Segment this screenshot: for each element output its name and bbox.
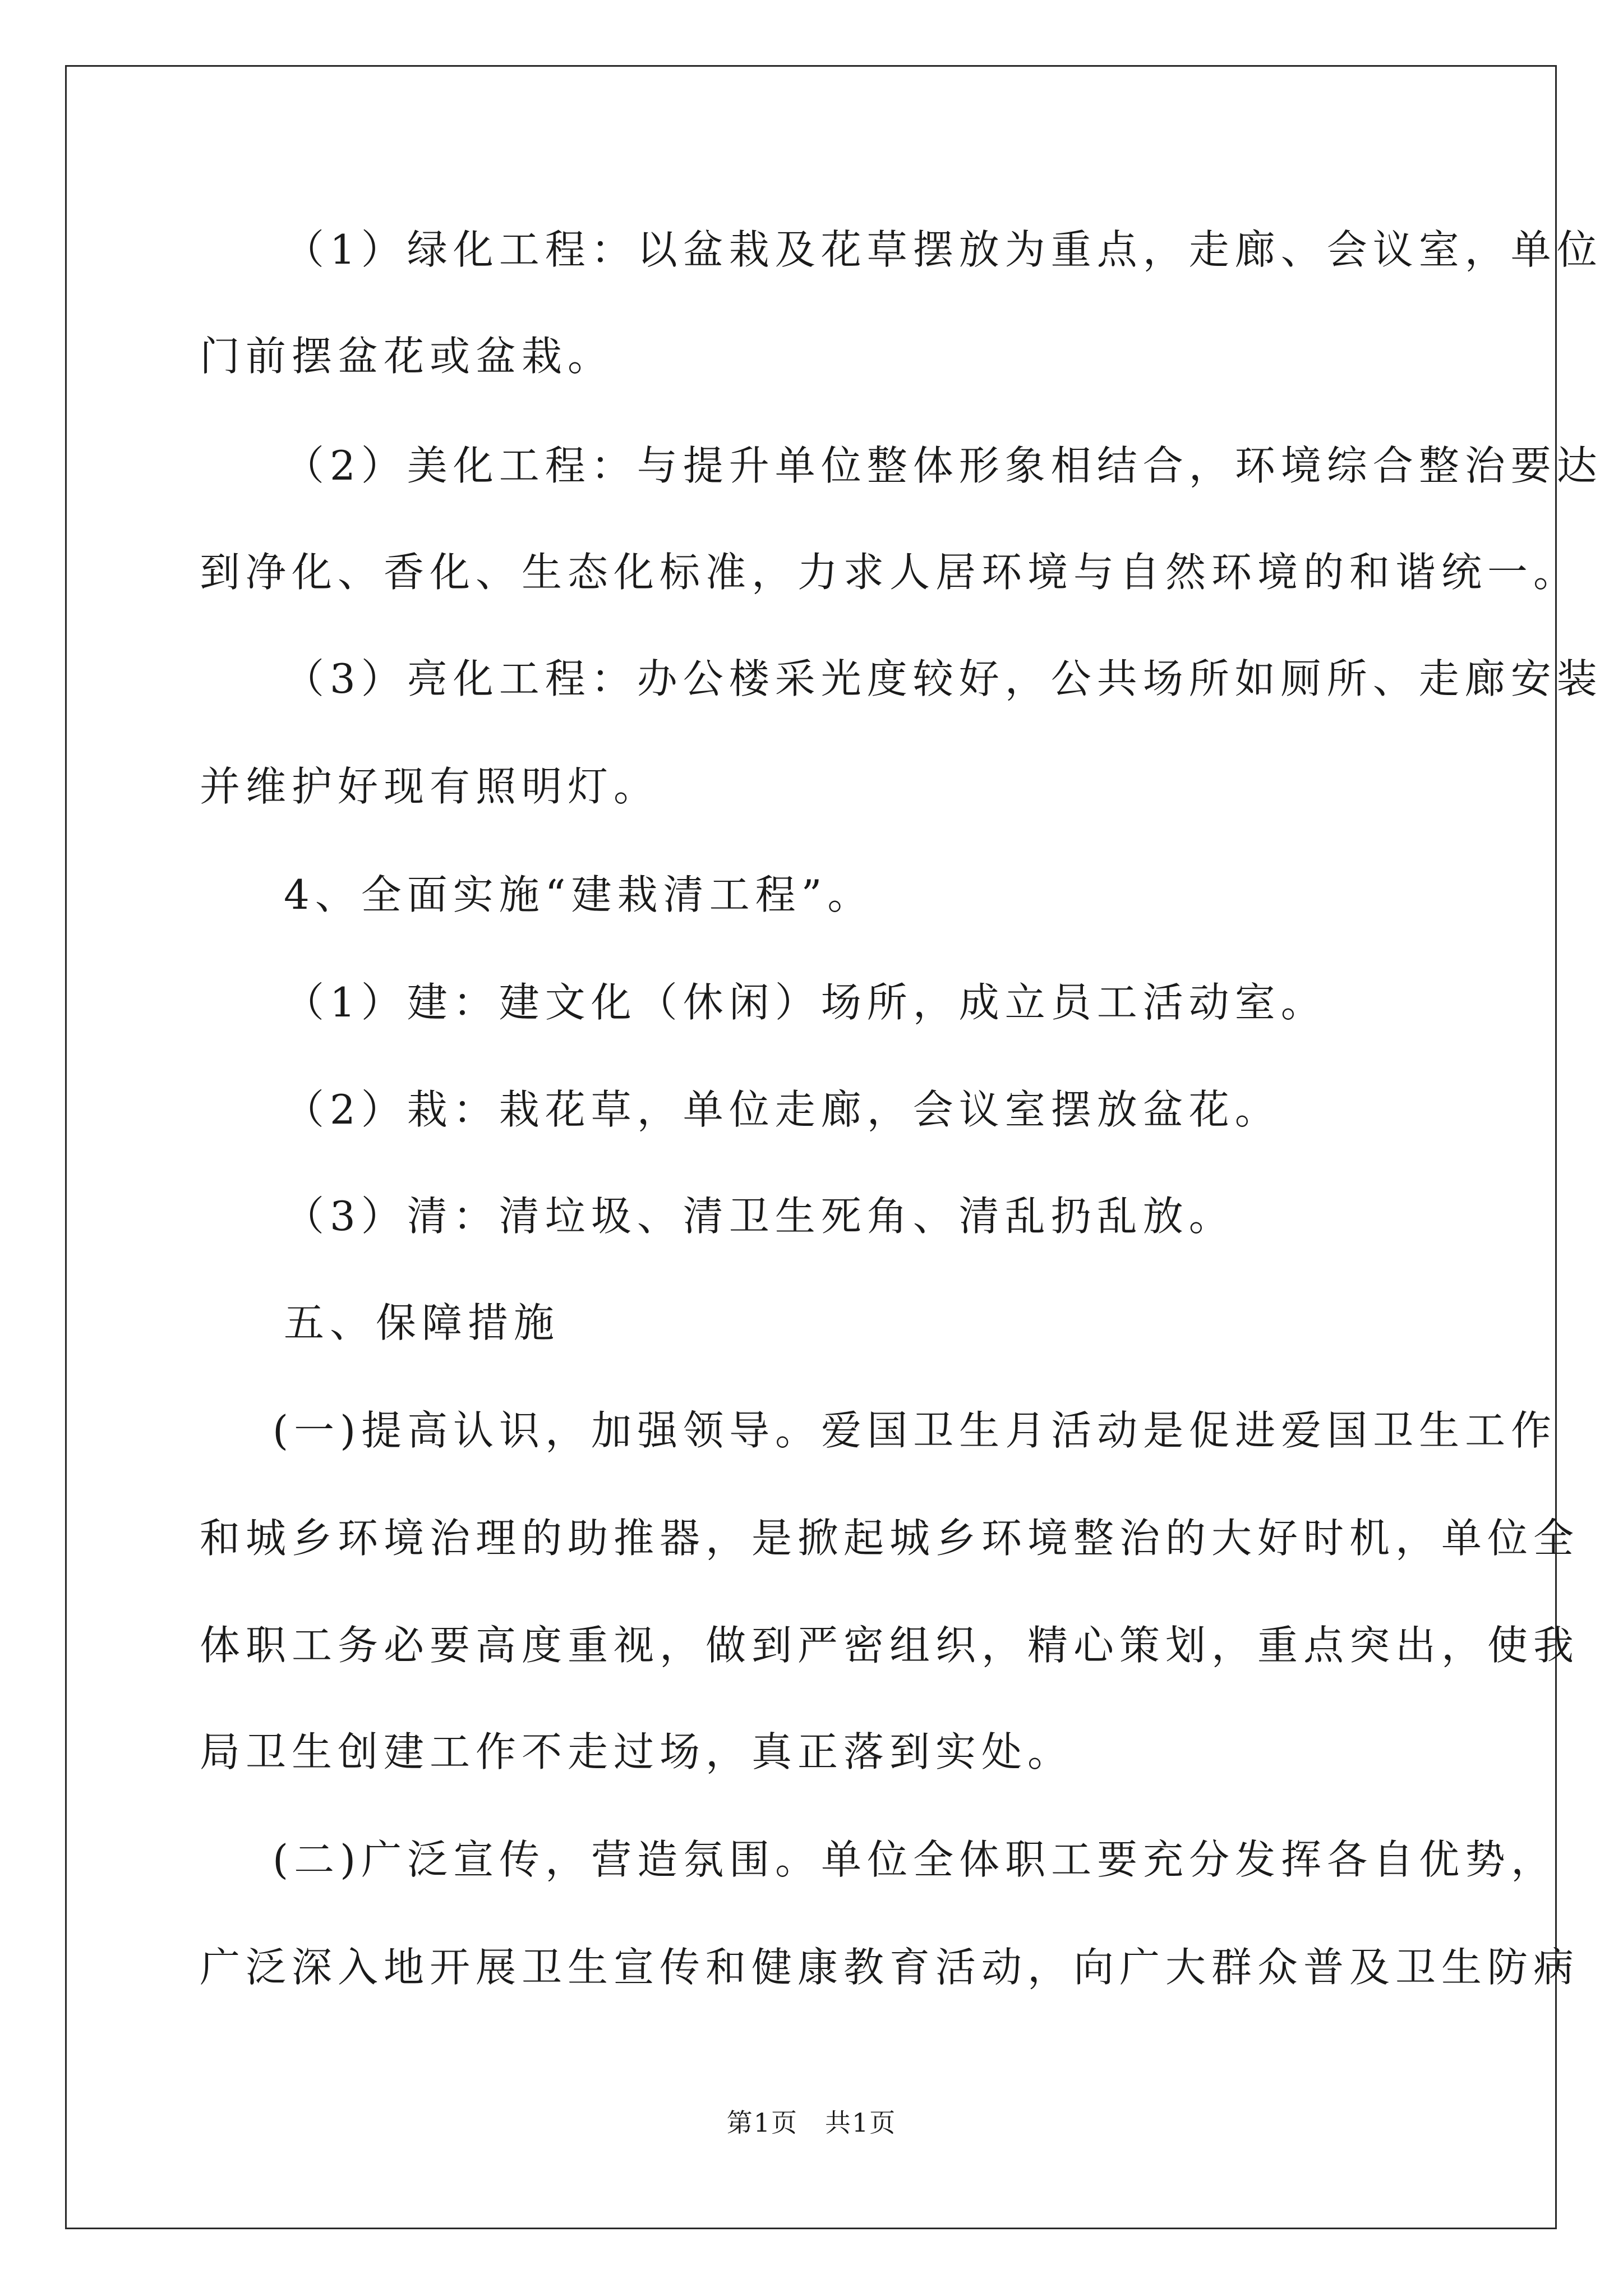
paragraph-line: 广泛深入地开展卫生宣传和健康教育活动，向广大群众普及卫生防病 (200, 1944, 1580, 1991)
paragraph-line: （3）清：清垃圾、清卫生死角、清乱扔乱放。 (284, 1193, 1235, 1240)
paragraph-line: 局卫生创建工作不走过场，真正落到实处。 (200, 1728, 1074, 1775)
section-heading: 4、全面实施“建栽清工程”。 (284, 871, 874, 918)
page-footer: 第1页 共1页 (726, 2108, 897, 2138)
paragraph-line: （1）建：建文化（休闲）场所，成立员工活动室。 (284, 979, 1327, 1026)
paragraph-line: （2）栽：栽花草，单位走廊，会议室摆放盆花。 (284, 1086, 1281, 1133)
paragraph-line: （3）亮化工程：办公楼采光度较好，公共场所如厕所、走廊安装 (284, 655, 1603, 702)
paragraph-line: 并维护好现有照明灯。 (200, 763, 660, 810)
section-heading: 五、保障措施 (284, 1299, 560, 1346)
paragraph-line: (二)广泛宣传，营造氛围。单位全体职工要充分发挥各自优势， (273, 1836, 1557, 1883)
paragraph-line: 和城乡环境治理的助推器，是掀起城乡环境整治的大好时机，单位全 (200, 1515, 1580, 1562)
paragraph-line: （2）美化工程：与提升单位整体形象相结合，环境综合整治要达 (284, 442, 1603, 489)
paragraph-line: （1）绿化工程：以盆栽及花草摆放为重点，走廊、会议室，单位 (284, 226, 1603, 273)
paragraph-line: (一)提高认识，加强领导。爱国卫生月活动是促进爱国卫生工作 (273, 1407, 1557, 1454)
paragraph-line: 门前摆盆花或盆栽。 (200, 333, 614, 380)
paragraph-line: 到净化、香化、生态化标准，力求人居环境与自然环境的和谐统一。 (200, 549, 1580, 596)
paragraph-line: 体职工务必要高度重视，做到严密组织，精心策划，重点突出，使我 (200, 1622, 1580, 1669)
page-border (65, 65, 1557, 2229)
